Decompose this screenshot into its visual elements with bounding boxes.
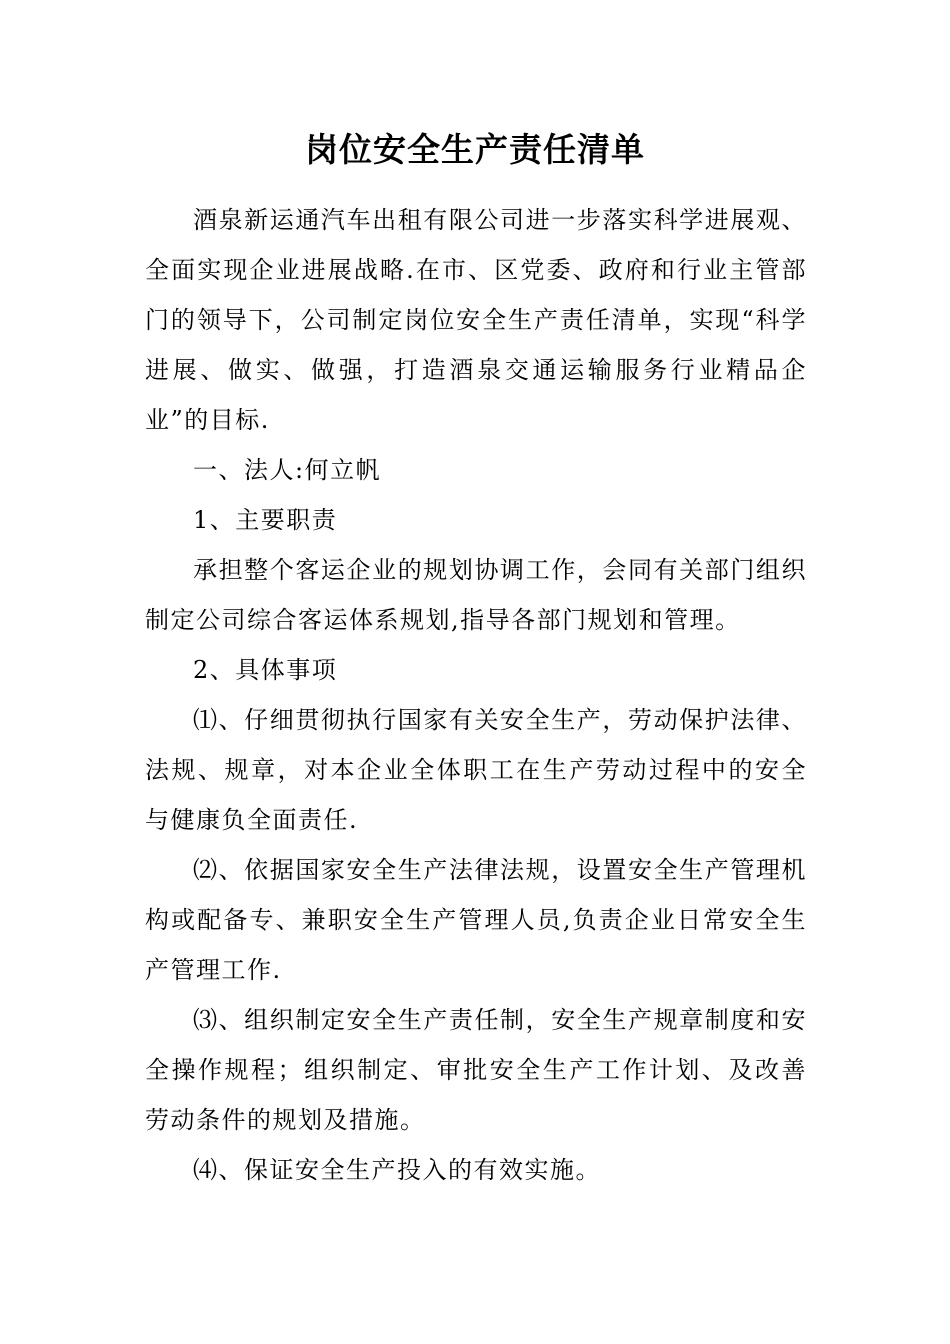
section-heading-legal-person: 一、法人:何立帆 (193, 456, 382, 484)
item-3-paragraph: ⑶、组织制定安全生产责任制，安全生产规章制度和安全操作规程；组织制定、审批安全生产工作计划、及改善劳动条件的规划及措施。 (145, 1006, 807, 1134)
document-body (145, 195, 807, 1195)
subheading-main-duties: 1、主要职责 (193, 506, 338, 534)
main-duties-paragraph: 承担整个客运企业的规划协调工作，会同有关部门组织制定公司综合客运体系规划,指导各部门规划和管理。 (145, 556, 807, 634)
page-title: 岗位安全生产责任清单 (305, 130, 645, 169)
subheading-specific-items: 2、具体事项 (193, 656, 338, 684)
intro-paragraph: 酒泉新运通汽车出租有限公司进一步落实科学进展观、全面实现企业进展战略.在市、区党委、政府和行业主管部门的领导下，公司制定岗位安全生产责任清单，实现“科学进展、做实、做强，打造酒泉交通运输服务行业精品企业”的目标. (145, 206, 807, 434)
item-2-paragraph: ⑵、依据国家安全生产法律法规，设置安全生产管理机构或配备专、兼职安全生产管理人员,负责企业日常安全生产管理工作. (145, 856, 807, 984)
item-4-paragraph: ⑷、保证安全生产投入的有效实施。 (193, 1156, 601, 1184)
item-1-paragraph: ⑴、仔细贯彻执行国家有关安全生产，劳动保护法律、法规、规章，对本企业全体职工在生产劳动过程中的安全与健康负全面责任. (145, 706, 807, 834)
